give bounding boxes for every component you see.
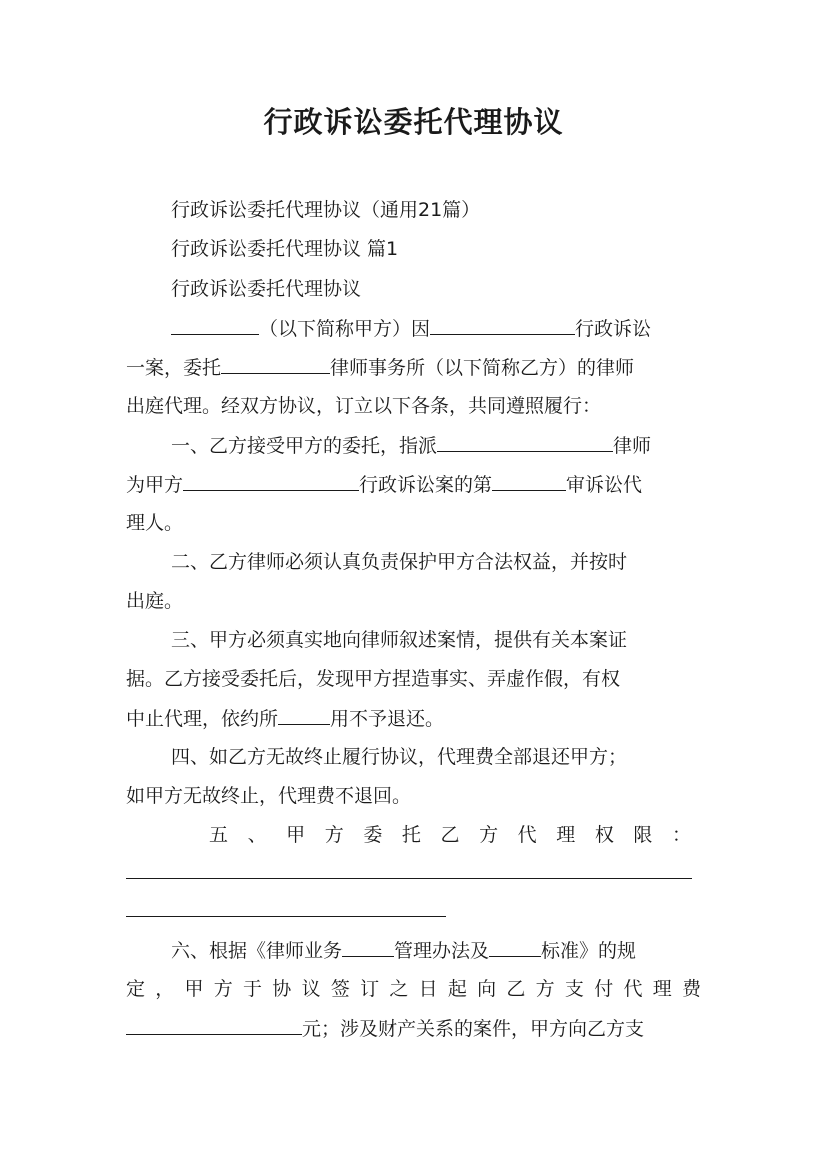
clause-6-line: 六、根据《律师业务 管理办法及 标准》的规 — [171, 937, 701, 963]
blank-case-name[interactable] — [183, 471, 359, 491]
clause-4-line: 四、如乙方无故终止履行协议，代理费全部退还甲方； — [171, 746, 628, 768]
clause-3-line: 中止代理，依约所 用不予退还。 — [126, 705, 701, 731]
blank-authority-line-2[interactable] — [126, 916, 446, 917]
blank-fee-standard[interactable] — [489, 937, 541, 957]
blank-law-firm[interactable] — [221, 354, 330, 374]
clause-3-line: 三、甲方必须真实地向律师叙述案情，提供有关本案证 — [171, 629, 628, 651]
clause-6-line: 定，甲方于协议签订之日起向乙方支付代理费 — [126, 978, 701, 1000]
clause-5-line: 五、甲方委托乙方代理权限： — [209, 824, 691, 846]
subtitle-line: 行政诉讼委托代理协议（通用21篇） — [171, 199, 481, 221]
blank-lawyer-name[interactable] — [437, 432, 613, 452]
blank-authority-line-1[interactable] — [126, 878, 692, 879]
blank-fee-category[interactable] — [342, 937, 394, 957]
blank-party-a[interactable] — [171, 315, 259, 335]
agreement-name-line: 行政诉讼委托代理协议 — [171, 278, 362, 300]
clause-2-line: 二、乙方律师必须认真负责保护甲方合法权益，并按时 — [171, 551, 628, 573]
clause-4-line: 如甲方无故终止，代理费不退回。 — [126, 785, 412, 807]
section-heading: 行政诉讼委托代理协议 篇1 — [171, 238, 399, 260]
clause-1-line: 理人。 — [126, 512, 184, 534]
paragraph-intro-line: 出庭代理。经双方协议，订立以下各条，共同遵照履行： — [126, 395, 602, 417]
paragraph-intro-line: （以下简称甲方）因 行政诉讼 — [171, 315, 701, 341]
clause-1-line: 为甲方 行政诉讼案的第 审诉讼代 — [126, 471, 701, 497]
clause-6-line: 元；涉及财产关系的案件，甲方向乙方支 — [126, 1015, 701, 1041]
blank-cause[interactable] — [430, 315, 575, 335]
document-title: 行政诉讼委托代理协议 — [263, 105, 564, 139]
clause-2-line: 出庭。 — [126, 590, 184, 612]
blank-fee-item[interactable] — [278, 705, 330, 725]
paragraph-intro-line: 一案，委托 律师事务所（以下简称乙方）的律师 — [126, 354, 701, 380]
clause-1-line: 一、乙方接受甲方的委托，指派 律师 — [171, 432, 701, 458]
clause-3-line: 据。乙方接受委托后，发现甲方捏造事实、弄虚作假，有权 — [126, 668, 621, 690]
blank-instance[interactable] — [492, 471, 566, 491]
blank-fee-amount[interactable] — [126, 1015, 302, 1035]
